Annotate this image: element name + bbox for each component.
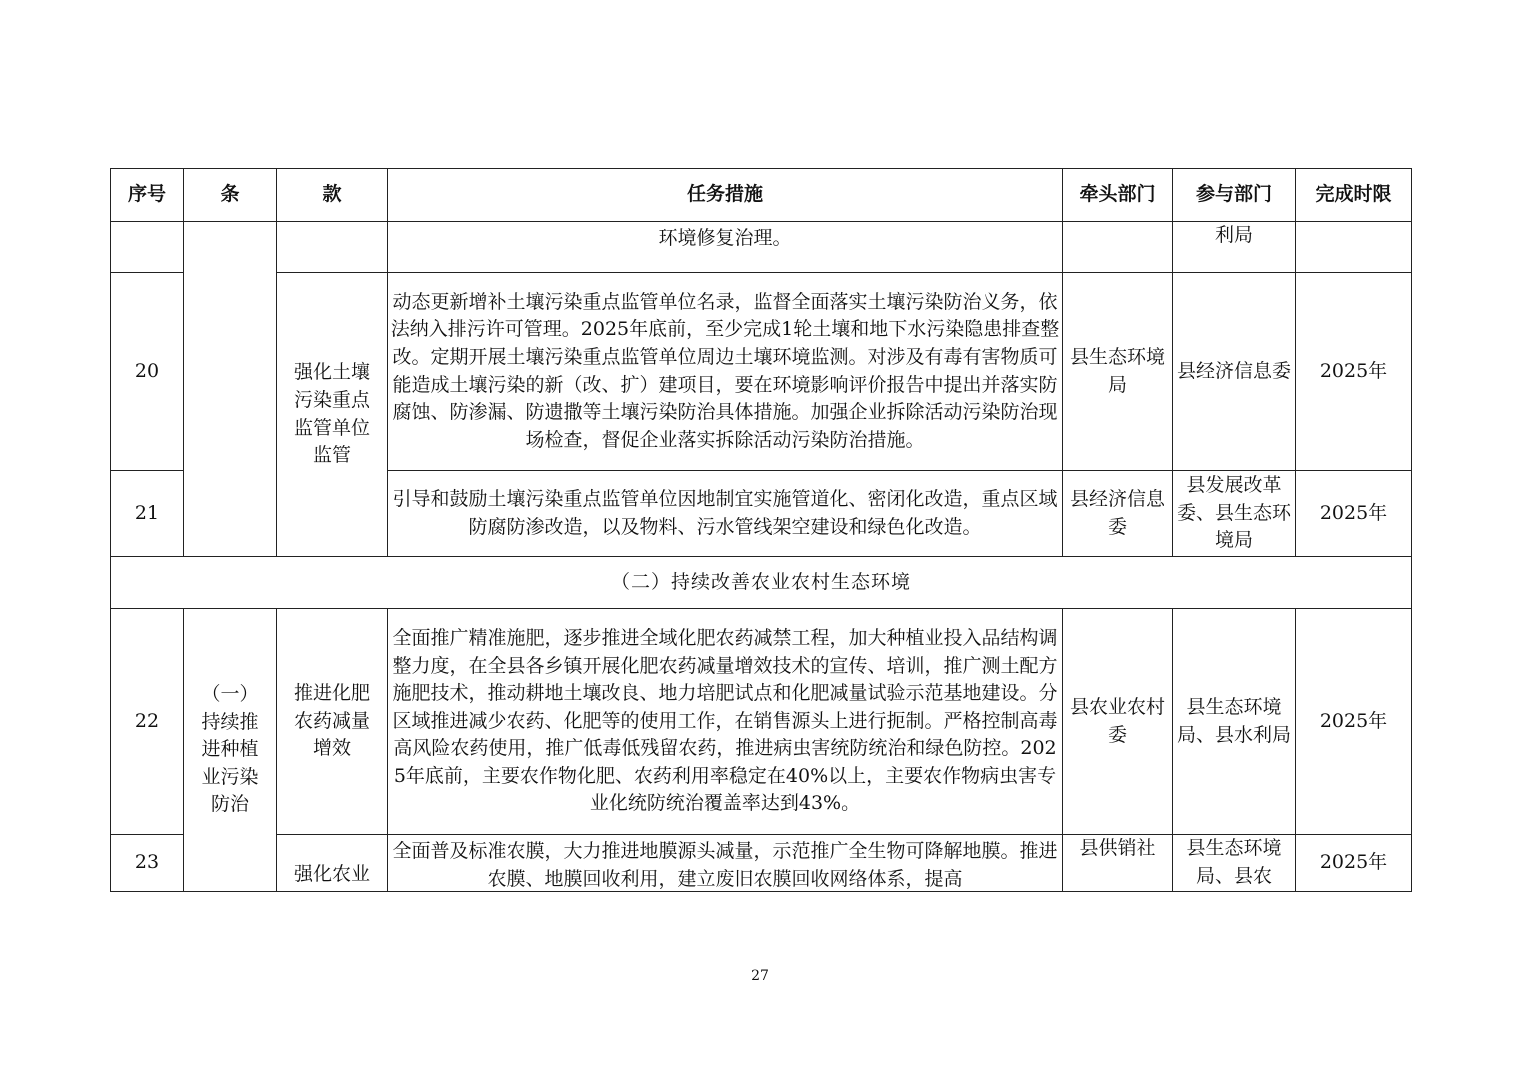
header-measure: 任务措施	[388, 169, 1063, 222]
cell-no: 21	[111, 471, 184, 557]
cell-deadline: 2025年	[1296, 609, 1412, 835]
header-lead: 牵头部门	[1063, 169, 1173, 222]
cell-no: 23	[111, 835, 184, 892]
cell-no: 22	[111, 609, 184, 835]
header-clause: 款	[277, 169, 388, 222]
cell-participate: 县生态环境局、县水利局	[1173, 609, 1296, 835]
cell-measure	[388, 835, 1063, 892]
cell-no	[111, 222, 184, 273]
section-row	[111, 557, 1412, 609]
cell-measure: 全面推广精准施肥，逐步推进全域化肥农药减禁工程，加大种植业投入品结构调整力度，在全县各乡镇开展化肥农药减量增效技术的宣传、培训，推广测土配方施肥技术，推动耕地土壤改良、地力培肥试点和化肥减量试验示范基地建设。分区域推进减少农药、化肥等的使用工作，在销售源头上进行扼制。严格控制高毒高风险农药使用，推广低毒低残留农药，推进病虫害统防统治和绿色防控。2025年底前，主要农作物化肥、农药利用率稳定在40%以上，主要农作物病虫害专业化统防统治覆盖率达到43%。	[388, 609, 1063, 835]
article-text: （一）持续推进种植业污染防治	[201, 683, 259, 816]
table-row	[111, 835, 1412, 892]
measure-text: 全面普及标准农膜，大力推进地膜源头减量，示范推广全生物可降解地膜。推进农膜、地膜回收利用，建立废旧农膜回收网络体系，提高	[392, 840, 1058, 889]
cell-participate: 县经济信息委	[1173, 273, 1296, 471]
cell-lead: 县供销社	[1063, 835, 1173, 892]
cell-measure: 动态更新增补土壤污染重点监管单位名录，监督全面落实土壤污染防治义务，依法纳入排污许可管理。2025年底前，至少完成1轮土壤和地下水污染隐患排查整改。定期开展土壤污染重点监管单位周边土壤环境监测。对涉及有毒有害物质可能造成土壤污染的新（改、扩）建项目，要在环境影响评价报告中提出并落实防腐蚀、防渗漏、防遗撒等土壤污染防治具体措施。加强企业拆除活动污染防治现场检查，督促企业落实拆除活动污染防治措施。	[388, 273, 1063, 471]
cell-lead: 县农业农村委	[1063, 609, 1173, 835]
cell-deadline: 2025年	[1296, 471, 1412, 557]
cell-deadline: 2025年	[1296, 835, 1412, 892]
cell-participate: 利局	[1173, 222, 1296, 273]
cell-article	[184, 222, 277, 557]
cell-deadline	[1296, 222, 1412, 273]
cell-participate: 县发展改革委、县生态环境局	[1173, 471, 1296, 557]
header-deadline: 完成时限	[1296, 169, 1412, 222]
table-row	[111, 222, 1412, 273]
cell-lead: 县经济信息委	[1063, 471, 1173, 557]
cell-participate: 县生态环境局、县农	[1173, 835, 1296, 892]
cell-clause	[277, 835, 388, 892]
header-article: 条	[184, 169, 277, 222]
cell-clause	[277, 273, 388, 557]
clause-text: 强化农业	[293, 863, 370, 886]
cell-measure: 引导和鼓励土壤污染重点监管单位因地制宜实施管道化、密闭化改造，重点区域防腐防渗改造，以及物料、污水管线架空建设和绿色化改造。	[388, 471, 1063, 557]
cell-article	[184, 609, 277, 892]
header-no: 序号	[111, 169, 184, 222]
header-participate: 参与部门	[1173, 169, 1296, 222]
page-number: 27	[751, 968, 769, 984]
table-row	[111, 273, 1412, 471]
clause-text: 强化土壤污染重点监管单位监管	[293, 361, 370, 467]
cell-lead: 县生态环境局	[1063, 273, 1173, 471]
header-row	[111, 169, 1412, 222]
cell-measure: 环境修复治理。	[388, 222, 1063, 273]
section-title: （二）持续改善农业农村生态环境	[111, 557, 1412, 609]
cell-clause	[277, 609, 388, 835]
cell-lead	[1063, 222, 1173, 273]
cell-clause	[277, 222, 388, 273]
cell-deadline: 2025年	[1296, 273, 1412, 471]
task-table	[110, 168, 1412, 892]
cell-no: 20	[111, 273, 184, 471]
clause-text: 推进化肥农药减量增效	[293, 682, 370, 760]
table-row	[111, 609, 1412, 835]
